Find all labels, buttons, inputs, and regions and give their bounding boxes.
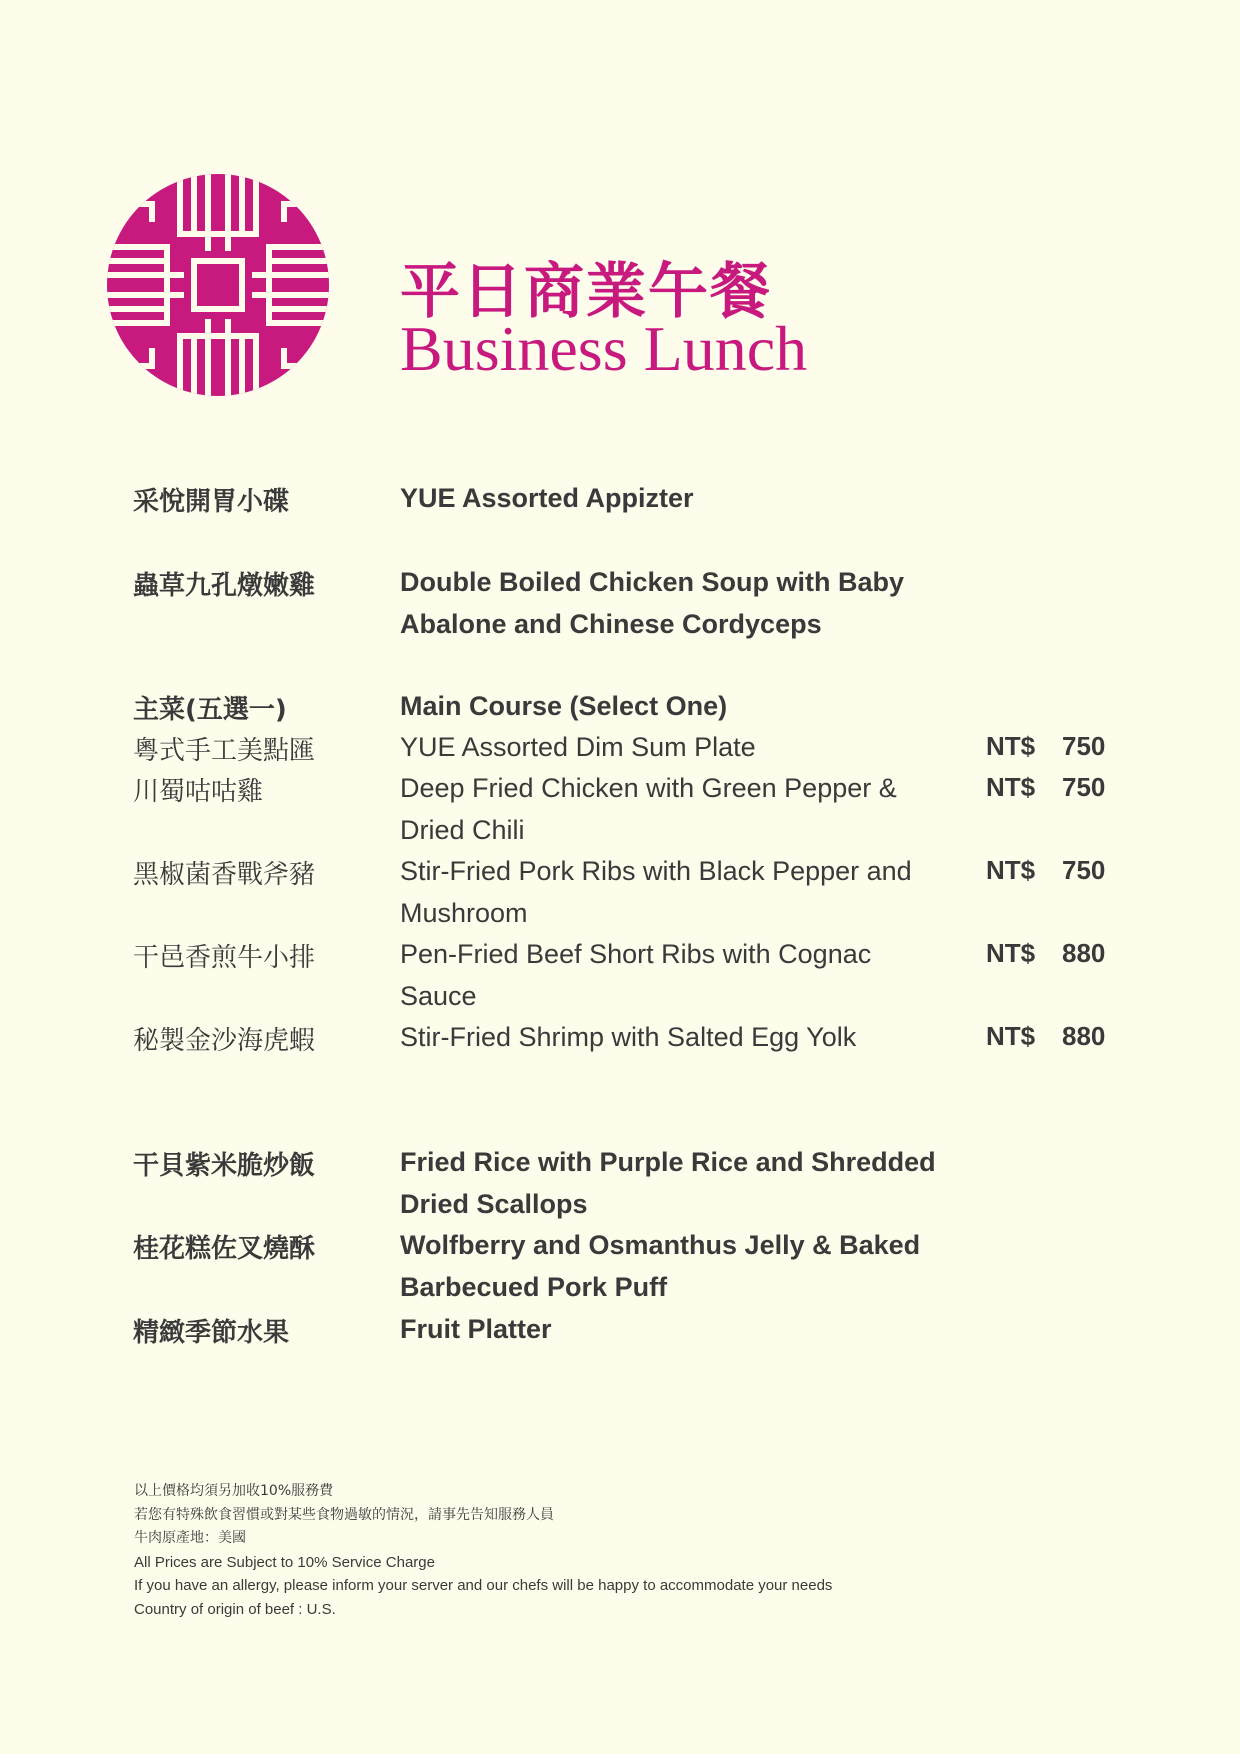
course-name-en	[400, 1224, 960, 1308]
course-name-en	[400, 561, 960, 645]
course-name-zh: 干貝紫米脆炒飯	[133, 1151, 316, 1181]
dish-name-en-line: Deep Fried Chicken with Green Pepper &	[400, 773, 897, 803]
course-name-zh: 蟲草九孔燉嫩雞	[133, 571, 316, 601]
course-name-en: YUE Assorted Appizter	[400, 483, 694, 513]
dish-name-en-line: Stir-Fried Shrimp with Salted Egg Yolk	[400, 1022, 857, 1052]
restaurant-logo	[107, 174, 329, 396]
footnotes	[134, 1480, 832, 1621]
course-name-zh: 精緻季節水果	[133, 1318, 290, 1348]
dish-name-en	[400, 767, 960, 851]
dish-price	[986, 855, 1105, 886]
course-name-en	[400, 1308, 960, 1350]
dish-price	[986, 938, 1105, 969]
course-name-en	[400, 1141, 960, 1225]
dish-name-zh: 秘製金沙海虎蝦	[133, 1026, 316, 1056]
note-service-zh: 以上價格均須另加收10%服務費	[134, 1483, 334, 1499]
note-allergy-en: If you have an allergy, please inform your server and our chefs will be happy to accommodate your needs	[134, 1577, 833, 1594]
dish-name-en-line: Mushroom	[400, 898, 528, 928]
note-beef-zh: 牛肉原產地：美國	[134, 1530, 246, 1546]
page-title-zh: 平日商業午餐	[400, 257, 772, 327]
dish-name-en-line: Sauce	[400, 981, 477, 1011]
price-currency: NT$	[986, 731, 1036, 761]
dish-name-en	[400, 1016, 960, 1058]
price-value: 880	[1062, 1021, 1106, 1051]
dish-price	[986, 1021, 1105, 1052]
course-name-en-line: Wolfberry and Osmanthus Jelly & Baked	[400, 1230, 921, 1260]
price-value: 750	[1062, 731, 1106, 761]
dish-name-en-line: Stir-Fried Pork Ribs with Black Pepper and	[400, 856, 912, 886]
price-currency: NT$	[986, 855, 1036, 885]
dish-name-zh: 川蜀咕咕雞	[133, 777, 264, 807]
dish-name-zh: 干邑香煎牛小排	[133, 943, 316, 973]
price-currency: NT$	[986, 938, 1036, 968]
dish-name-en-line: Pen-Fried Beef Short Ribs with Cognac	[400, 939, 872, 969]
dish-name-en-line: Dried Chili	[400, 815, 525, 845]
course-name-en-line: Fruit Platter	[400, 1314, 552, 1344]
course-name-en-line: Double Boiled Chicken Soup with Baby	[400, 567, 905, 597]
note-beef-en: Country of origin of beef : U.S.	[134, 1600, 336, 1618]
note-service-en: All Prices are Subject to 10% Service Charge	[134, 1553, 435, 1571]
price-currency: NT$	[986, 1021, 1036, 1051]
section-heading-en: Main Course (Select One)	[400, 691, 728, 721]
dish-name-en	[400, 933, 960, 1017]
note-allergy-zh: 若您有特殊飲食習慣或對某些食物過敏的情況，請事先告知服務人員	[134, 1506, 554, 1523]
course-name-zh: 桂花糕佐叉燒酥	[133, 1234, 316, 1264]
dish-name-zh: 黑椒菌香戰斧豬	[133, 860, 316, 890]
dish-name-en-line: YUE Assorted Dim Sum Plate	[400, 732, 756, 762]
section-heading-zh: 主菜(五選一)	[133, 695, 287, 725]
course-name-en-line: Fried Rice with Purple Rice and Shredded	[400, 1147, 936, 1177]
dish-name-zh: 粵式手工美點匯	[133, 736, 316, 766]
course-name-en-line: Barbecued Pork Puff	[400, 1272, 668, 1302]
price-value: 750	[1062, 772, 1106, 802]
price-value: 750	[1062, 855, 1106, 885]
page-title-en: Business Lunch	[400, 313, 808, 384]
dish-name-en	[400, 850, 960, 934]
dish-name-en	[400, 726, 960, 768]
dish-price	[986, 731, 1105, 762]
course-name-en-line: Abalone and Chinese Cordyceps	[400, 609, 822, 639]
price-value: 880	[1062, 938, 1106, 968]
course-name-en-line: Dried Scallops	[400, 1189, 588, 1219]
course-name-zh: 采悅開胃小碟	[133, 487, 290, 517]
price-currency: NT$	[986, 772, 1036, 802]
dish-price	[986, 772, 1105, 803]
